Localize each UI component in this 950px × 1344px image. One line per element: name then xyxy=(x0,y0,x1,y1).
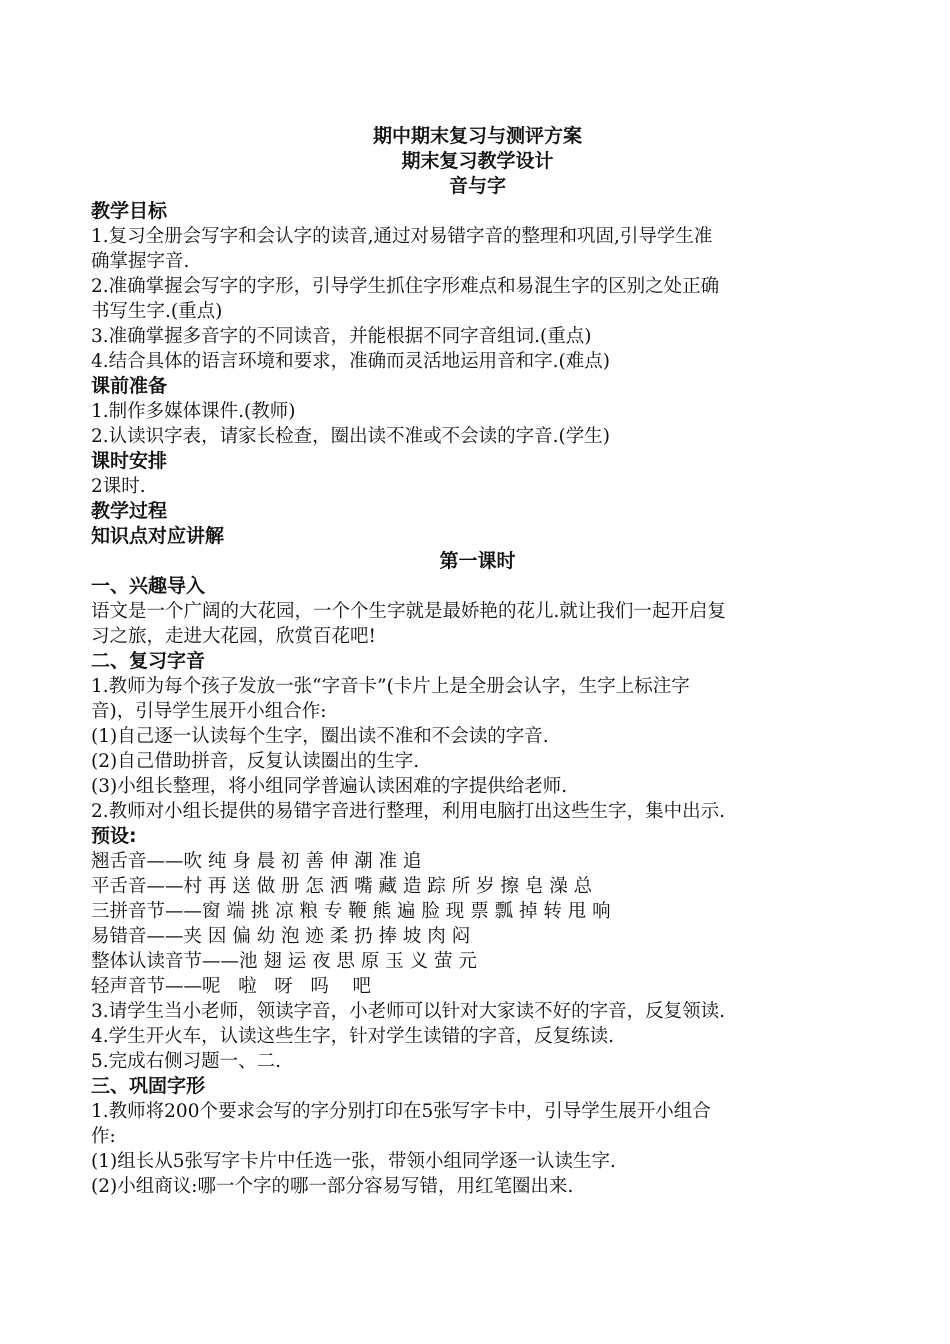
text-line: 1.制作多媒体课件.(教师) xyxy=(91,401,296,422)
section-heading: 一、兴趣导入 xyxy=(91,575,206,597)
text-line: 翘舌音——吹 纯 身 晨 初 善 伸 潮 准 追 xyxy=(91,851,422,872)
text-line: 1.教师为每个孩子发放一张“字音卡”(卡片上是全册会认字，生字上标注字 xyxy=(91,676,690,697)
text-line: 1.教师将200个要求会写的字分别打印在5张写字卡中，引导学生展开小组合 xyxy=(91,1101,711,1122)
text-line: (2)自己借助拼音，反复认读圈出的生字. xyxy=(91,751,420,772)
text-line: 2.准确掌握会写字的字形，引导学生抓住字形难点和易混生字的区别之处正确 xyxy=(91,276,720,297)
text-line: 3.准确掌握多音字的不同读音，并能根据不同字音组词.(重点) xyxy=(91,326,592,347)
text-line: 轻声音节——呢 啦 呀 吗 吧 xyxy=(91,976,371,997)
text-line: 整体认读音节——池 翅 运 夜 思 原 玉 义 萤 元 xyxy=(91,951,477,972)
document-topic: 音与字 xyxy=(448,175,506,197)
text-line: 习之旅，走进大花园，欣赏百花吧! xyxy=(91,626,376,647)
text-line: 书写生字.(重点) xyxy=(91,301,223,322)
text-line: 作: xyxy=(91,1126,116,1147)
section-heading: 三、巩固字形 xyxy=(91,1075,206,1097)
text-line: 1.复习全册会写字和会认字的读音,通过对易错字音的整理和巩固,引导学生准 xyxy=(91,226,713,247)
document-subtitle: 期末复习教学设计 xyxy=(401,150,554,172)
lesson-title: 第一课时 xyxy=(439,550,516,572)
text-line: 易错音——夹 因 偏 幼 泡 迹 柔 扔 捧 坡 肉 闷 xyxy=(91,926,471,947)
section-heading: 教学目标 xyxy=(91,200,168,222)
text-line: 音)，引导学生展开小组合作: xyxy=(91,701,327,722)
text-line: 平舌音——村 再 送 做 册 怎 洒 嘴 藏 造 踪 所 岁 擦 皂 澡 总 xyxy=(91,876,593,897)
text-line: 3.请学生当小老师，领读字音，小老师可以针对大家读不好的字音，反复领读. xyxy=(91,1001,726,1022)
section-heading: 二、复习字音 xyxy=(91,650,206,672)
section-heading: 课时安排 xyxy=(91,450,168,472)
text-line: 2.认读识字表，请家长检查，圈出读不准或不会读的字音.(学生) xyxy=(91,426,610,447)
section-heading: 预设: xyxy=(91,825,137,847)
text-line: 4.学生开火车，认读这些生字，针对学生读错的字音，反复练读. xyxy=(91,1026,615,1047)
text-line: (3)小组长整理，将小组同学普遍认读困难的字提供给老师. xyxy=(91,776,568,797)
document-body xyxy=(91,199,864,1199)
text-line: 语文是一个广阔的大花园，一个个生字就是最娇艳的花儿.就让我们一起开启复 xyxy=(91,601,726,622)
text-line: 5.完成右侧习题一、二. xyxy=(91,1051,282,1072)
text-line: 2.教师对小组长提供的易错字音进行整理，利用电脑打出这些生字，集中出示. xyxy=(91,801,726,822)
text-line: (2)小组商议:哪一个字的哪一部分容易写错，用红笔圈出来. xyxy=(91,1176,574,1197)
section-heading: 知识点对应讲解 xyxy=(91,525,225,547)
text-line: 4.结合具体的语言环境和要求，准确而灵活地运用音和字.(难点) xyxy=(91,351,610,372)
section-heading: 教学过程 xyxy=(91,500,168,522)
section-heading: 课前准备 xyxy=(91,375,168,397)
text-line: 三拼音节——窗 端 挑 凉 粮 专 鞭 熊 遍 脸 现 票 瓢 掉 转 甩 响 xyxy=(91,901,611,922)
text-line: 确掌握字音. xyxy=(91,251,190,272)
text-line: (1)组长从5张写字卡片中任选一张，带领小组同学逐一认读生字. xyxy=(91,1151,616,1172)
text-line: (1)自己逐一认读每个生字，圈出读不准和不会读的字音. xyxy=(91,726,549,747)
document-title: 期中期末复习与测评方案 xyxy=(372,125,582,147)
text-line: 2课时. xyxy=(91,476,146,497)
